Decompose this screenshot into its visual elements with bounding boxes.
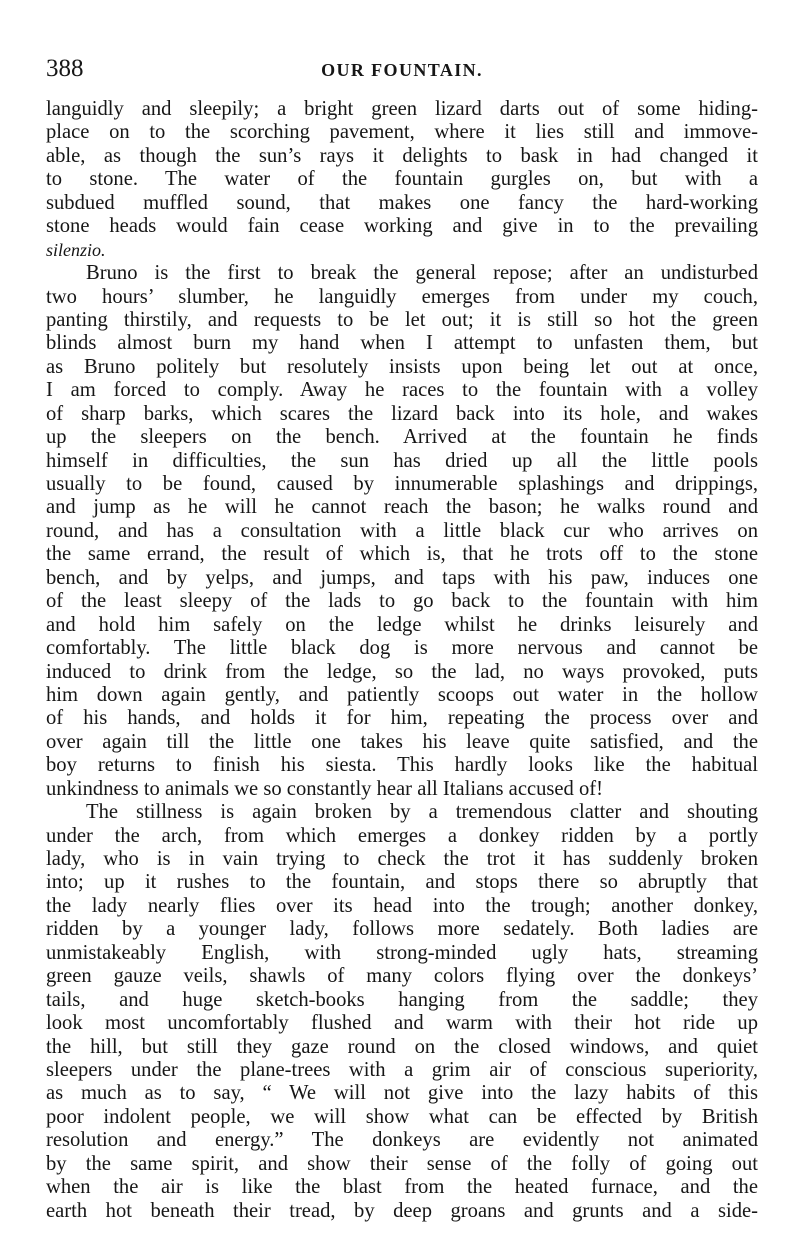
text-line: able, as though the sun’s rays it delights to bask in had changed it <box>46 144 758 167</box>
text-line: sleepers under the plane-trees with a grim air of conscious superiority, <box>46 1058 758 1081</box>
text-line: panting thirstily, and requests to be let out; it is still so hot the green <box>46 308 758 331</box>
text-line: unkindness to animals we so constantly hear all Italians accused of! <box>46 777 604 800</box>
text-line: two hours’ slumber, he languidly emerges from under my couch, <box>46 285 758 308</box>
text-line: blinds almost burn my hand when I attempt to unfasten them, but <box>46 332 758 355</box>
text-line: earth hot beneath their tread, by deep groans and grunts and a side- <box>46 1199 758 1222</box>
text-line: look most uncomfortably flushed and warm with their hot ride up <box>46 1012 758 1035</box>
text-line: place on to the scorching pavement, where it lies still and immove- <box>46 121 758 144</box>
text-line: lady, who is in vain trying to check the trot it has suddenly broken <box>46 848 758 870</box>
text-line: usually to be found, caused by innumerable splashings and drippings, <box>46 473 758 495</box>
text-line: subdued muffled sound, that makes one fancy the hard-working <box>46 191 758 214</box>
page-header <box>46 54 758 84</box>
text-line: unmistakeably English, with strong-minded ugly hats, streaming <box>46 941 758 964</box>
text-line: tails, and huge sketch-books hanging from the saddle; they <box>46 988 758 1011</box>
text-line: over again till the little one takes his leave quite satisfied, and the <box>46 730 758 753</box>
text-line: poor indolent people, we will show what can be effected by British <box>46 1105 758 1128</box>
text-line: ridden by a younger lady, follows more sedately. Both ladies are <box>46 918 758 941</box>
text-line: up the sleepers on the bench. Arrived at the fountain he finds <box>46 426 758 449</box>
running-head: OUR FOUNTAIN. <box>321 60 483 80</box>
text-line: himself in difficulties, the sun has dried up all the little pools <box>46 449 758 472</box>
text-line: comfortably. The little black dog is more nervous and cannot be <box>46 637 758 660</box>
text-line: of sharp barks, which scares the lizard back into its hole, and wakes <box>46 402 758 425</box>
text-line: of the least sleepy of the lads to go back to the fountain with him <box>46 590 758 613</box>
text-line: stone heads would fain cease working and give in to the prevailing <box>46 215 758 238</box>
text-line: by the same spirit, and show their sense of the folly of going out <box>46 1152 758 1175</box>
text-line: induced to drink from the ledge, so the lad, no ways provoked, puts <box>46 660 758 683</box>
text-line: I am forced to comply. Away he races to the fountain with a volley <box>46 379 758 402</box>
text-line: as much as to say, “ We will not give into the lazy habits of this <box>46 1082 758 1105</box>
page-number: 388 <box>46 55 84 82</box>
text-line: to stone. The water of the fountain gurgles on, but with a <box>46 168 758 191</box>
text-line: him down again gently, and patiently scoops out water in the hollow <box>46 683 758 706</box>
text-line: bench, and by yelps, and jumps, and taps with his paw, induces one <box>46 566 758 589</box>
text-line: the lady nearly flies over its head into the trough; another donkey, <box>46 894 758 917</box>
text-line: when the air is like the blast from the heated furnace, and the <box>46 1176 758 1199</box>
text-line: and hold him safely on the ledge whilst he drinks leisurely and <box>46 613 758 636</box>
text-line: resolution and energy.” The donkeys are evidently not animated <box>46 1129 758 1152</box>
text-line: of his hands, and holds it for him, repeating the process over and <box>46 707 758 730</box>
text-line: into; up it rushes to the fountain, and stops there so abruptly that <box>46 871 758 894</box>
text-line: green gauze veils, shawls of many colors flying over the donkeys’ <box>46 965 758 988</box>
text-line: and jump as he will he cannot reach the bason; he walks round and <box>46 496 758 519</box>
body-text <box>46 98 758 1223</box>
text-line: languidly and sleepily; a bright green lizard darts out of some hiding- <box>46 98 758 120</box>
text-line: as Bruno politely but resolutely insists upon being let out at once, <box>46 355 758 378</box>
text-line: round, and has a consultation with a little black cur who arrives on <box>46 519 758 542</box>
text-line: the hill, but still they gaze round on the closed windows, and quiet <box>46 1035 758 1058</box>
text-line: silenzio. <box>46 239 106 260</box>
text-line: the same errand, the result of which is, that he trots off to the stone <box>46 543 758 566</box>
text-line: Bruno is the first to break the general repose; after an undisturbed <box>86 262 758 285</box>
text-line: The stillness is again broken by a tremendous clatter and shouting <box>86 801 758 824</box>
text-line: boy returns to finish his siesta. This hardly looks like the habitual <box>46 754 758 777</box>
text-line: under the arch, from which emerges a donkey ridden by a portly <box>46 824 758 847</box>
